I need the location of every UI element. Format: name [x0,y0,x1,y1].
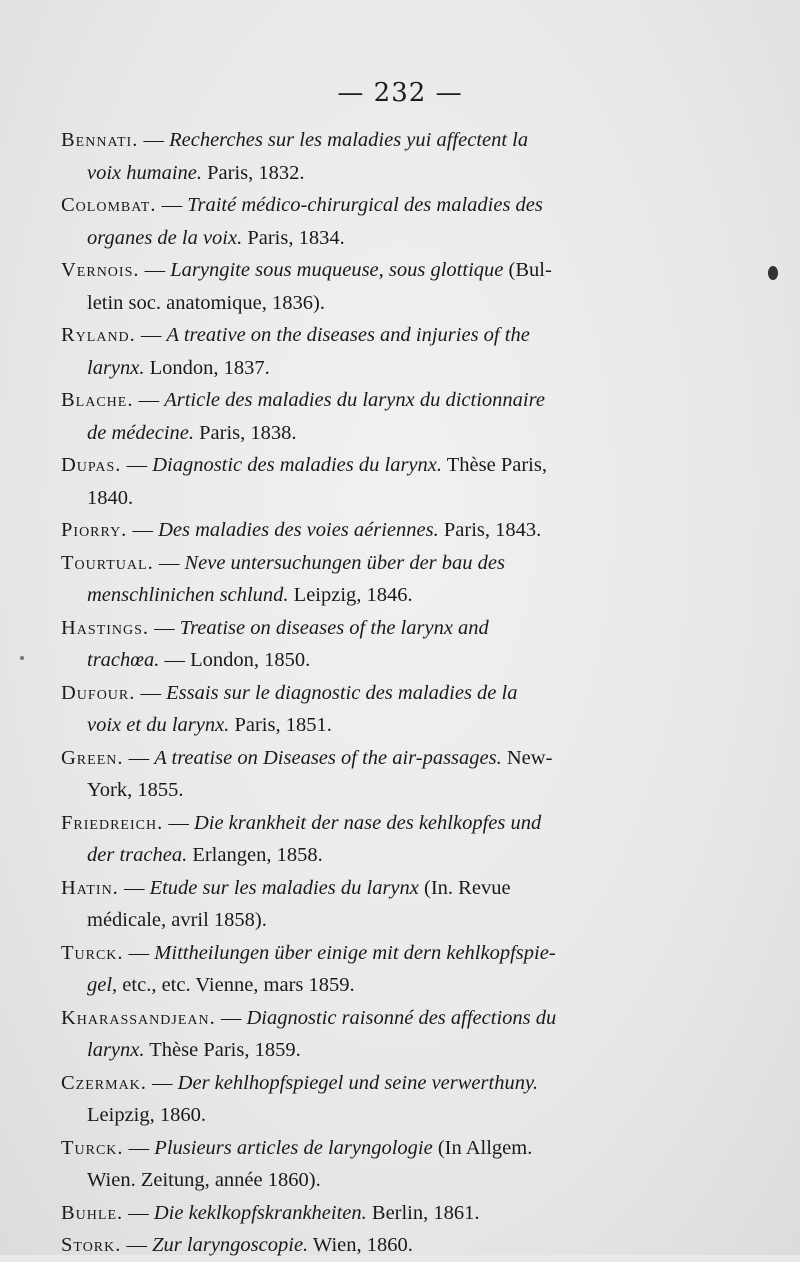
entry-text: Leipzig, 1846. [288,584,413,606]
entry-first-line [62,1229,702,1262]
entry-continuation-line [62,644,702,677]
entry-text: Berlin, 1861. [366,1201,480,1224]
entry-continuation-line [62,709,702,742]
entry-author: Turck. [61,941,124,964]
entry-first-line [62,937,702,970]
entry-continuation-line [62,417,702,450]
entry-text: — [138,129,170,151]
entry-title: gel, [87,974,118,996]
entry-author: Bennati. [61,129,139,151]
entry-author: Piorry. [61,519,128,541]
entry-continuation-line [62,1034,702,1067]
entry-author: Vernois. [61,259,140,281]
entry-text: — [153,551,185,574]
entry-continuation-line [62,774,702,807]
entry-text: Wien, 1860. [308,1234,413,1256]
entry-continuation-line [62,482,702,515]
entry-title: Laryngite sous muqueuse, sous glottique [170,259,504,281]
entry-text: etc., etc. Vienne, mars 1859. [117,974,355,996]
entry-title: Recherches sur les maladies yui affectent la [169,129,529,151]
entry-author: Dufour. [61,681,136,704]
entry-author: Colombat. [61,194,157,216]
entry-text: (Bul- [503,259,552,281]
entry-title: Traité médico-chirurgical des maladies des [187,194,543,216]
entry-continuation-line [62,969,702,1002]
entry-author: Kharassandjean. [61,1006,216,1029]
bibliography-entry [62,742,702,807]
entry-first-line [62,514,702,547]
bibliography-entry [62,937,702,1002]
entry-text: — [215,1006,247,1029]
bibliography-entry [62,254,702,319]
entry-author: Czermak. [61,1071,147,1094]
entry-first-line [62,1067,702,1100]
entry-title: de médecine. [87,421,194,444]
entry-title: Die krankheit der nase des kehlkopfes und [193,811,542,834]
entry-text: — [133,389,165,411]
entry-first-line [62,547,702,580]
bibliography-entry [62,612,702,677]
entry-title: Etude sur les maladies du larynx [149,876,419,899]
bibliography-entry [62,872,702,937]
entry-author: Green. [61,746,124,769]
entry-first-line [62,1002,702,1035]
entry-text: médicale, avril 1858). [87,909,267,931]
entry-text: Leipzig, 1860. [87,1104,206,1126]
bibliography-entry [62,1197,702,1230]
bibliography-entry [62,1002,702,1067]
entry-title: organes de la voix. [87,226,243,249]
entry-title: A treative on the diseases and injuries of the [166,324,530,346]
entry-text: — [121,454,153,476]
entry-title: voix et du larynx. [87,714,230,736]
entry-title: Diagnostic des maladies du larynx. [152,454,443,476]
bibliography-entry [62,1132,702,1197]
entry-text: — [135,324,167,346]
entry-text: — [123,1201,154,1224]
entry-first-line [62,319,702,352]
entry-continuation-line [62,839,702,872]
entry-title: Der kehlhopfspiegel und seine verwerthuny. [177,1071,539,1094]
entry-text: Thèse Paris, [442,454,547,476]
entry-author: Dupas. [61,454,122,476]
entry-text: (In Allgem. [432,1136,533,1159]
entry-title: Zur laryngoscopie. [152,1234,309,1256]
entry-title: Mittheilungen über einige mit dern kehlkopfspie- [154,941,556,964]
entry-continuation-line [62,1164,702,1197]
entry-title: trachœa. [87,649,160,671]
entry-title: Diagnostic raisonné des affections du [246,1006,557,1029]
entry-author: Buhle. [61,1201,124,1224]
entry-continuation-line [62,157,702,190]
entry-title: menschlinichen schlund. [87,584,289,606]
entry-text: — [121,1234,153,1256]
bibliography-list [62,124,702,1262]
entry-first-line [62,384,702,417]
entry-author: Friedreich. [61,811,164,834]
bibliography-entry [62,807,702,872]
entry-author: Ryland. [61,324,136,346]
ink-dot [20,656,24,660]
entry-text: letin soc. anatomique, 1836). [87,291,325,314]
entry-text: Paris, 1834. [242,226,345,249]
entry-continuation-line [62,1099,702,1132]
entry-title: larynx. [87,356,145,379]
entry-continuation-line [62,287,702,320]
entry-title: voix humaine. [87,161,202,184]
entry-title: A treatise on Diseases of the air-passages. [154,746,502,769]
bibliography-entry [62,449,702,514]
entry-text: — [156,194,188,216]
entry-text: (In. Revue [418,876,511,899]
entry-first-line [62,124,702,157]
entry-text: — [139,259,171,281]
bibliography-entry [62,1229,702,1262]
page-number: — 232 — [337,78,463,108]
entry-title: Essais sur le diagnostic des maladies de la [166,681,518,704]
entry-text: — [123,941,155,964]
entry-text: — London, 1850. [159,649,311,671]
entry-title: Article des maladies du larynx du dictionnaire [164,389,545,411]
entry-text: — [123,1136,155,1159]
entry-first-line [62,612,702,645]
bibliography-entry [62,547,702,612]
entry-first-line [62,872,702,905]
entry-text: Paris, 1832. [202,161,305,184]
entry-text: — [118,876,150,899]
entry-text: — [135,681,167,704]
entry-text: New- [501,746,553,769]
entry-first-line [62,189,702,222]
entry-title: Treatise on diseases of the larynx and [179,616,489,639]
entry-author: Stork. [61,1234,122,1256]
entry-text: York, 1855. [87,779,184,801]
bibliography-entry [62,677,702,742]
entry-author: Hatin. [61,876,119,899]
entry-first-line [62,742,702,775]
bibliography-entry [62,384,702,449]
entry-continuation-line [62,904,702,937]
bibliography-entry [62,124,702,189]
entry-first-line [62,254,702,287]
entry-text: Erlangen, 1858. [187,844,323,866]
entry-text: London, 1837. [144,356,270,379]
entry-title: larynx. [87,1039,145,1061]
bibliography-entry [62,189,702,254]
entry-text: 1840. [87,486,134,509]
entry-author: Tourtual. [61,551,154,574]
entry-text: — [163,811,194,834]
entry-first-line [62,677,702,710]
entry-author: Hastings. [61,616,150,639]
ink-speck [768,266,778,280]
entry-text: — [146,1071,178,1094]
entry-text: Paris, 1843. [438,519,542,541]
entry-text: Wien. Zeitung, année 1860). [87,1169,321,1191]
bibliography-entry [62,514,702,547]
entry-author: Blache. [61,389,134,411]
entry-text: — [127,519,159,541]
entry-title: Die keklkopfskrankheiten. [153,1201,367,1224]
entry-text: Paris, 1851. [229,714,332,736]
entry-first-line [62,1197,702,1230]
entry-title: der trachea. [87,844,188,866]
bibliography-entry [62,1067,702,1132]
entry-text: — [123,746,155,769]
entry-continuation-line [62,352,702,385]
entry-continuation-line [62,222,702,255]
entry-title: Neve untersuchungen über der bau des [184,551,505,574]
entry-text: — [149,616,180,639]
entry-author: Turck. [61,1136,124,1159]
entry-text: Paris, 1838. [194,421,297,444]
entry-text: Thèse Paris, 1859. [144,1039,301,1061]
entry-first-line [62,449,702,482]
bibliography-entry [62,319,702,384]
entry-title: Des maladies des voies aériennes. [158,519,439,541]
entry-first-line [62,807,702,840]
entry-title: Plusieurs articles de laryngologie [154,1136,433,1159]
entry-continuation-line [62,579,702,612]
entry-first-line [62,1132,702,1165]
